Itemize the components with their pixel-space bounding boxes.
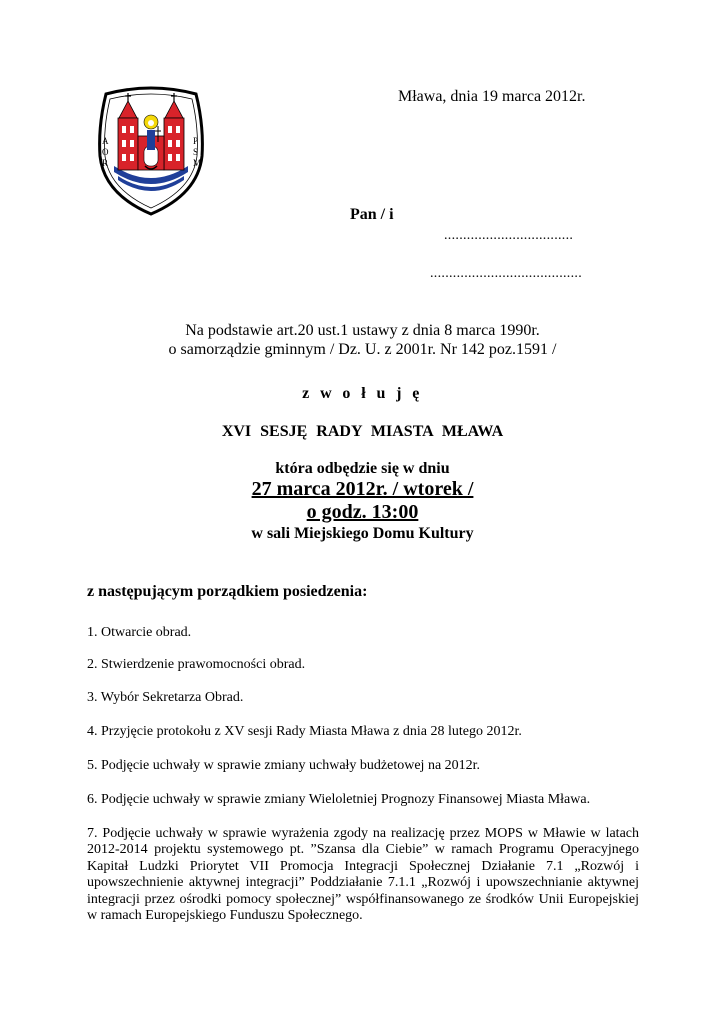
session-date-text: 27 marca 2012r. / wtorek / — [251, 478, 474, 500]
addressee-line-2: ........................................ — [430, 266, 582, 281]
session-time — [60, 501, 665, 524]
session-venue: w sali Miejskiego Domu Kultury — [251, 525, 474, 542]
agenda-heading: z następującym porządkiem posiedzenia: — [87, 583, 368, 600]
agenda-item: 2. Stwierdzenie prawomocności obrad. — [87, 657, 306, 672]
session-time-text: o godz. 13:00 — [306, 501, 419, 523]
session-intro: która odbędzie się w dniu — [275, 460, 450, 477]
legal-basis-line-1: Na podstawie art.20 ust.1 ustawy z dnia 8 marca 1990r. — [185, 322, 540, 339]
coat-of-arms — [92, 86, 210, 218]
summons-verb: z w o ł u j ę — [302, 385, 423, 402]
place-and-date: Mława, dnia 19 marca 2012r. — [398, 88, 586, 105]
agenda-item: 1. Otwarcie obrad. — [87, 625, 192, 640]
crest-letters-left: A O R — [102, 136, 109, 168]
addressee-label: Pan / i — [350, 206, 394, 223]
addressee-line-1: .................................. — [444, 228, 574, 243]
agenda-item: 5. Podjęcie uchwały w sprawie zmiany uchwały budżetowej na 2012r. — [87, 758, 481, 773]
crest-letters-right: P S M — [193, 136, 202, 168]
agenda-item: 4. Przyjęcie protokołu z XV sesji Rady Miasta Mława z dnia 28 lutego 2012r. — [87, 724, 522, 739]
agenda-item: 3. Wybór Sekretarza Obrad. — [87, 690, 244, 705]
session-date — [60, 478, 665, 501]
agenda-item: 7. Podjęcie uchwały w sprawie wyrażenia zgody na realizację przez MOPS w Mławie w latach 2012-2014 projektu systemowego pt. ”Szansa dla Ciebie” w ramach Programu Operacyjnego Kapitał Ludzki Priorytet VII Promocja Integracji Społecznej Działanie 7.1 „Rozwój i upowszechnienie aktywnej integracji” Poddziałanie 7.1.1 „Rozwój i upowszechnianie aktywnej integracji przez ośrodki pomocy społecznej” współfinansowanego ze środków Unii Europejskiej w ramach Europejskiego Funduszu Społecznego. — [87, 826, 639, 924]
session-title: XVI SESJĘ RADY MIASTA MŁAWA — [221, 423, 504, 440]
agenda-item: 6. Podjęcie uchwały w sprawie zmiany Wieloletniej Prognozy Finansowej Miasta Mława. — [87, 792, 591, 807]
legal-basis-line-2: o samorządzie gminnym / Dz. U. z 2001r. Nr 142 poz.1591 / — [168, 341, 557, 358]
